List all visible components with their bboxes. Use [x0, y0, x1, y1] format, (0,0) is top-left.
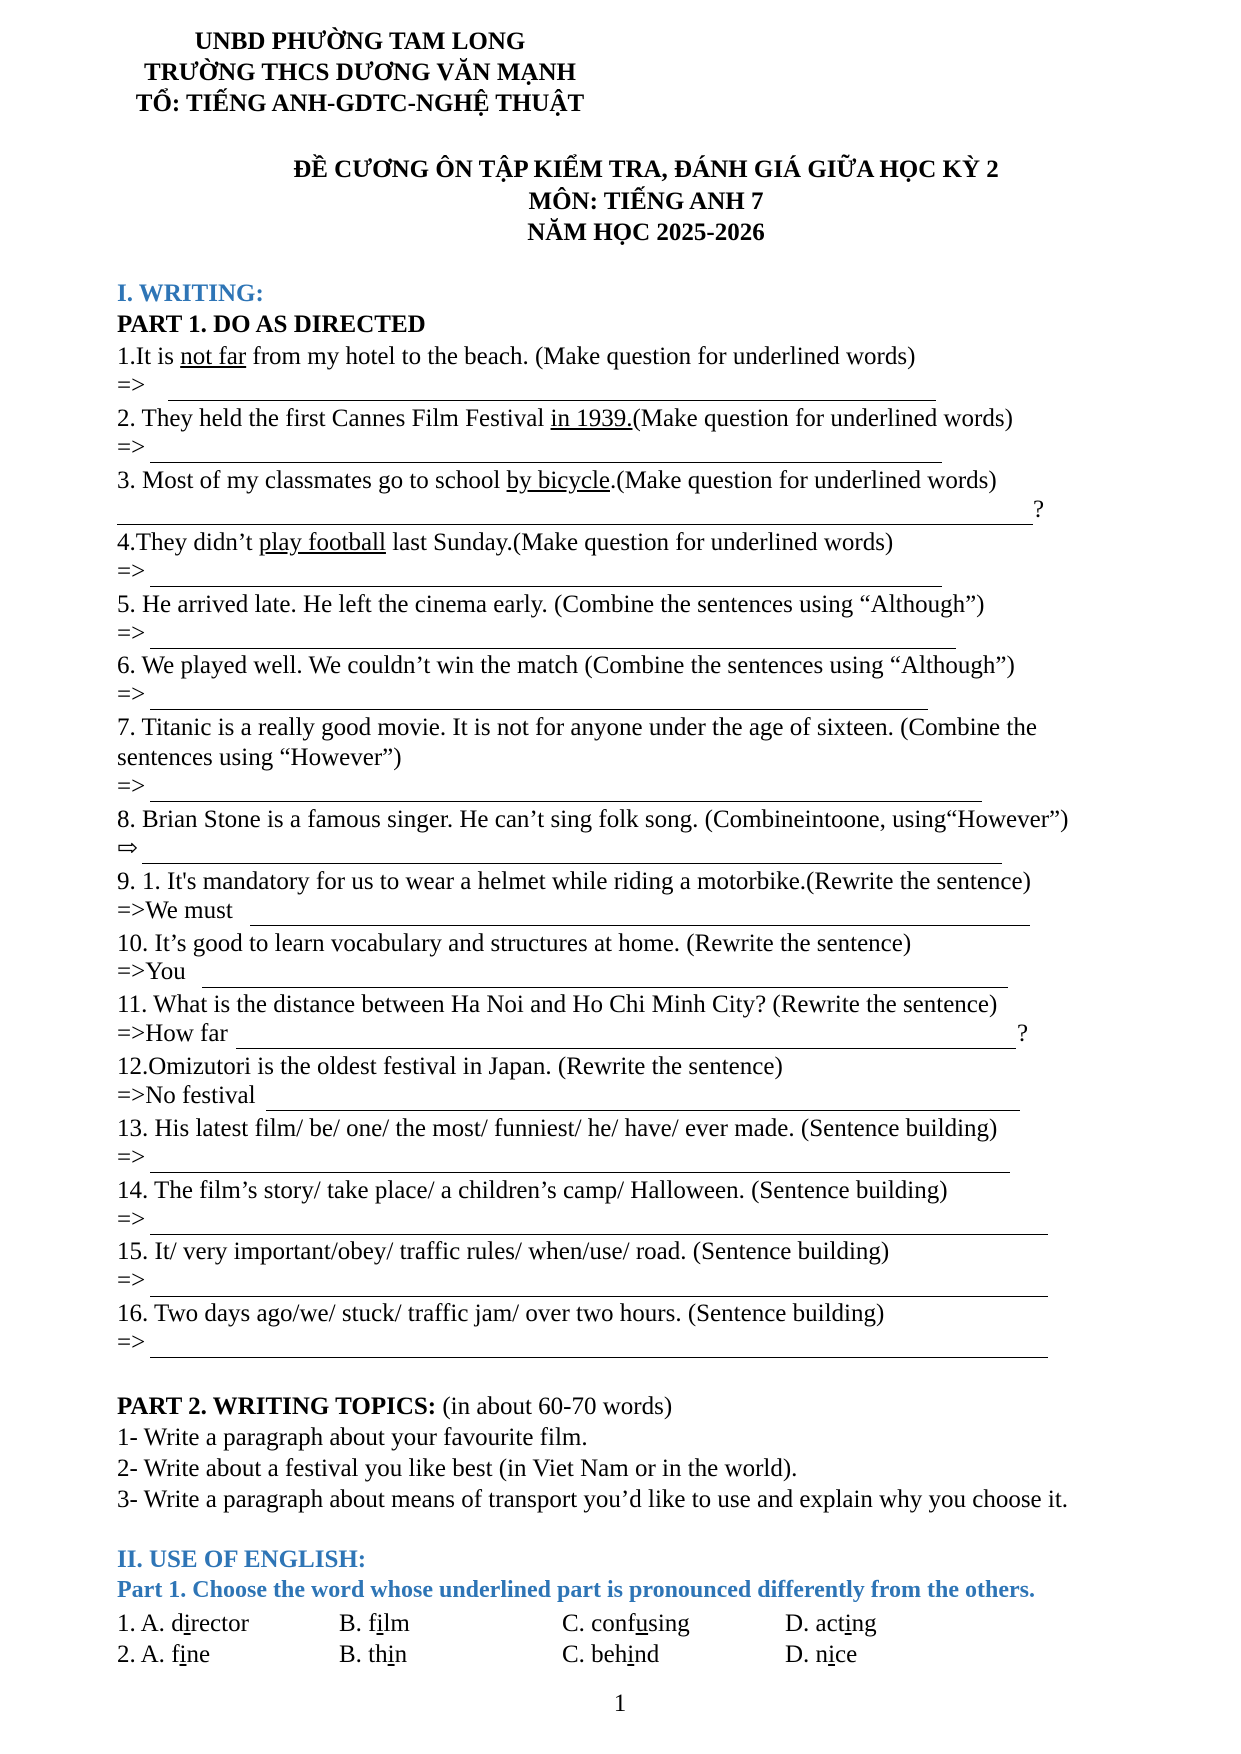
use-of-english-part1-heading: Part 1. Choose the word whose underlined part is pronounced differently from the others. — [117, 1577, 1035, 1603]
answer-line-14[interactable] — [150, 1234, 1048, 1235]
title-line-1: ĐỀ CƯƠNG ÔN TẬP KIỂM TRA, ĐÁNH GIÁ GIỮA HỌC KỲ 2 — [293, 156, 999, 183]
answer-prompt-4: => — [117, 558, 146, 585]
question-7-line-2: sentences using “However”) — [117, 744, 402, 771]
answer-prompt-9: =>We must — [117, 897, 233, 924]
header-line-1: UNBD PHƯỜNG TAM LONG — [194, 28, 526, 55]
topic-3: 3- Write a paragraph about means of transport you’d like to use and explain why you choose it. — [117, 1486, 1069, 1513]
question-12: 12.Omizutori is the oldest festival in Japan. (Rewrite the sentence) — [117, 1053, 783, 1080]
title-line-3: NĂM HỌC 2025-2026 — [527, 219, 765, 246]
pronunciation-q2-option-b[interactable]: B. thin — [339, 1641, 408, 1668]
answer-line-12[interactable] — [266, 1110, 1020, 1111]
answer-line-3[interactable] — [117, 524, 1033, 525]
question-9: 9. 1. It's mandatory for us to wear a helmet while riding a motorbike.(Rewrite the sentence) — [117, 868, 1031, 895]
answer-line-16[interactable] — [150, 1357, 1048, 1358]
topic-2: 2- Write about a festival you like best (in Viet Nam or in the world). — [117, 1455, 798, 1482]
answer-prompt-1: => — [117, 372, 146, 399]
answer-line-11[interactable] — [236, 1048, 1016, 1049]
question-7-line-1: 7. Titanic is a really good movie. It is not for anyone under the age of sixteen. (Combine the — [117, 714, 1037, 741]
answer-line-7[interactable] — [150, 801, 982, 802]
question-11: 11. What is the distance between Ha Noi and Ho Chi Minh City? (Rewrite the sentence) — [117, 991, 998, 1018]
pronunciation-q2-option-a[interactable]: 2. A. fine — [117, 1641, 211, 1668]
topic-1: 1- Write a paragraph about your favourite film. — [117, 1424, 588, 1451]
answer-line-6[interactable] — [150, 709, 928, 710]
answer-prompt-10: =>You — [117, 958, 186, 985]
answer-prompt-6: => — [117, 681, 146, 708]
pronunciation-q2-option-c[interactable]: C. behind — [562, 1641, 660, 1668]
question-5: 5. He arrived late. He left the cinema early. (Combine the sentences using “Although”) — [117, 591, 985, 618]
answer-prompt-14: => — [117, 1206, 146, 1233]
question-4: 4.They didn’t play football last Sunday.(Make question for underlined words) — [117, 529, 894, 556]
answer-line-1[interactable] — [168, 400, 936, 401]
question-14: 14. The film’s story/ take place/ a children’s camp/ Halloween. (Sentence building) — [117, 1177, 948, 1204]
answer-prompt-16: => — [117, 1329, 146, 1356]
answer-line-5[interactable] — [150, 648, 956, 649]
title-line-2: MÔN: TIẾNG ANH 7 — [528, 188, 764, 215]
question-3: 3. Most of my classmates go to school by bicycle.(Make question for underlined words) — [117, 467, 997, 494]
section-writing-heading: I. WRITING: — [117, 280, 264, 307]
question-1: 1.It is not far from my hotel to the beach. (Make question for underlined words) — [117, 343, 916, 370]
page-number: 1 — [613, 1690, 627, 1717]
section-use-of-english-heading: II. USE OF ENGLISH: — [117, 1546, 367, 1573]
question-6: 6. We played well. We couldn’t win the match (Combine the sentences using “Although”) — [117, 652, 1015, 679]
answer-line-2[interactable] — [150, 462, 942, 463]
answer-line-9[interactable] — [250, 925, 1030, 926]
answer-line-10[interactable] — [202, 987, 1008, 988]
answer-prompt-11: =>How far — [117, 1020, 228, 1047]
pronunciation-q2-option-d[interactable]: D. nice — [785, 1641, 858, 1668]
answer-prompt-2: => — [117, 434, 146, 461]
answer-line-15[interactable] — [150, 1296, 1048, 1297]
pronunciation-q1-option-c[interactable]: C. confusing — [562, 1610, 690, 1637]
answer-prompt-12: =>No festival — [117, 1082, 256, 1109]
answer-prompt-5: => — [117, 620, 146, 647]
pronunciation-q1-option-d[interactable]: D. acting — [785, 1610, 877, 1637]
answer-prompt-7: => — [117, 773, 146, 800]
part2-heading: PART 2. WRITING TOPICS: (in about 60-70 words) — [117, 1393, 673, 1420]
question-8: 8. Brian Stone is a famous singer. He can’t sing folk song. (Combineintoone, using“However”) — [117, 806, 1069, 833]
answer-line-4[interactable] — [150, 586, 942, 587]
header-line-2: TRƯỜNG THCS DƯƠNG VĂN MẠNH — [144, 59, 576, 86]
answer-line-13[interactable] — [150, 1172, 1010, 1173]
question-10: 10. It’s good to learn vocabulary and structures at home. (Rewrite the sentence) — [117, 930, 912, 957]
question-13: 13. His latest film/ be/ one/ the most/ funniest/ he/ have/ ever made. (Sentence building) — [117, 1115, 998, 1142]
pronunciation-q1-option-b[interactable]: B. film — [339, 1610, 410, 1637]
answer-prompt-15: => — [117, 1267, 146, 1294]
answer-line-8[interactable] — [142, 863, 1002, 864]
question-mark-3: ? — [1033, 496, 1045, 523]
pronunciation-q1-option-a[interactable]: 1. A. director — [117, 1610, 249, 1637]
part1-heading: PART 1. DO AS DIRECTED — [117, 311, 426, 338]
question-2: 2. They held the first Cannes Film Festival in 1939.(Make question for underlined words) — [117, 405, 1013, 432]
question-16: 16. Two days ago/we/ stuck/ traffic jam/ over two hours. (Sentence building) — [117, 1300, 885, 1327]
question-mark-11: ? — [1017, 1020, 1029, 1047]
header-line-3: TỔ: TIẾNG ANH-GDTC-NGHỆ THUẬT — [135, 90, 585, 117]
question-15: 15. It/ very important/obey/ traffic rules/ when/use/ road. (Sentence building) — [117, 1238, 890, 1265]
answer-prompt-13: => — [117, 1144, 146, 1171]
arrow-icon: ⇨ — [117, 835, 138, 862]
